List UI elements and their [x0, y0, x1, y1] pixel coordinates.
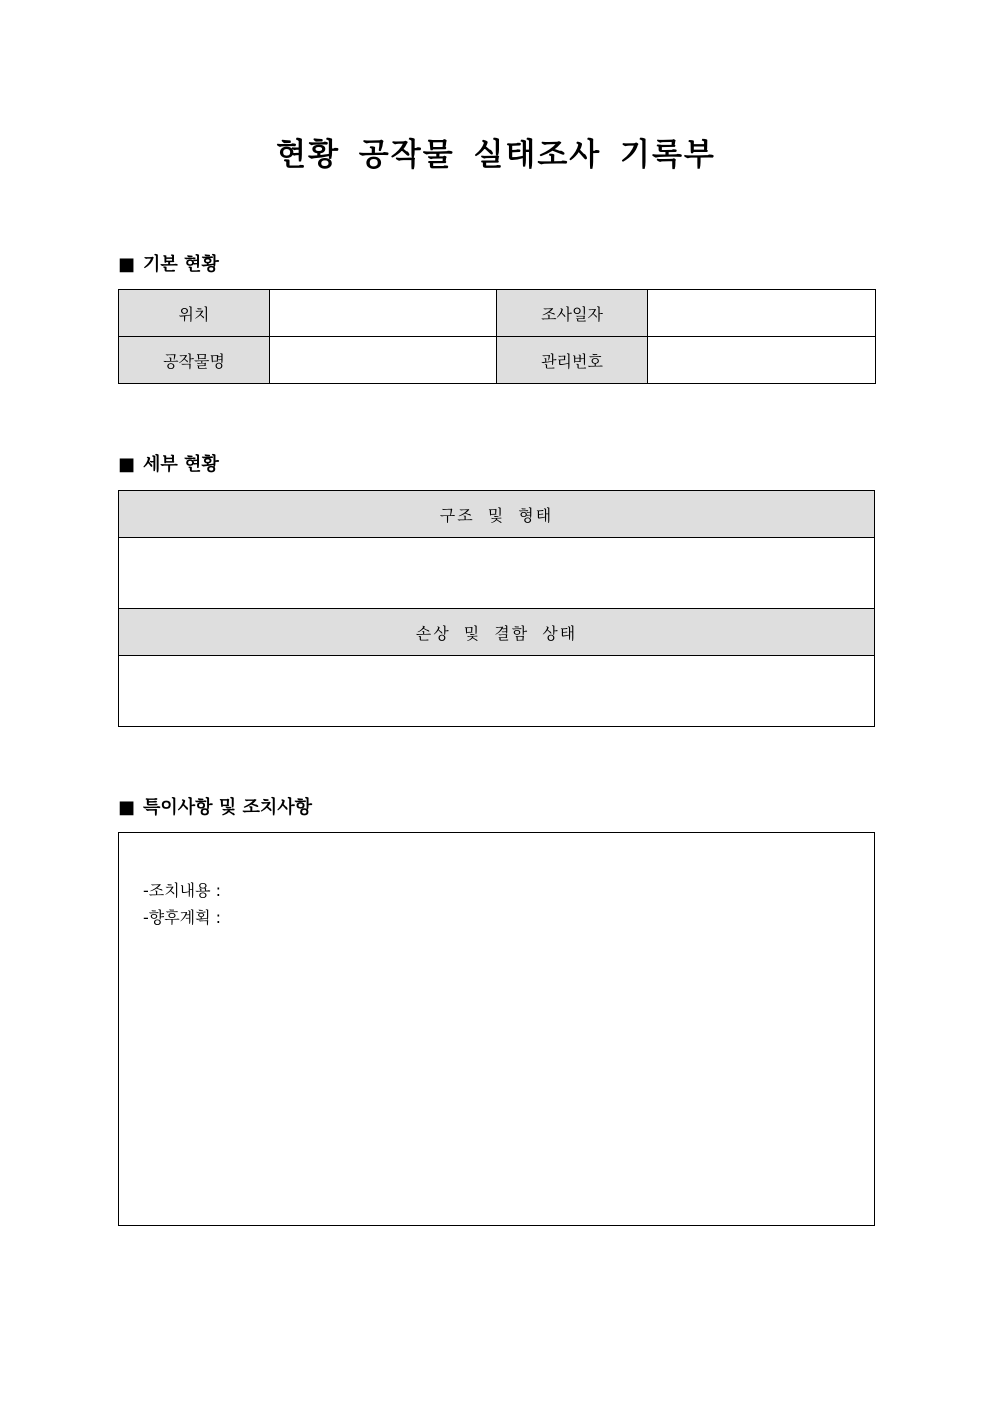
table-row [119, 290, 876, 337]
survey-date-field[interactable] [648, 290, 876, 337]
table-row [119, 491, 875, 538]
section-heading-notes [118, 796, 312, 820]
damage-condition-field[interactable] [119, 656, 875, 727]
section-heading-basic [118, 253, 219, 277]
section-heading-text: 기본 현황 [143, 254, 219, 275]
management-number-field[interactable] [648, 337, 876, 384]
location-field[interactable] [270, 290, 497, 337]
structure-form-header: 구조 및 형태 [119, 491, 875, 538]
future-plan-line: -향후계획 : [143, 908, 222, 927]
square-bullet-icon: ■ [118, 797, 136, 818]
location-label: 위치 [119, 290, 270, 337]
table-row [119, 337, 876, 384]
structure-name-field[interactable] [270, 337, 497, 384]
square-bullet-icon: ■ [118, 254, 136, 275]
section-heading-text: 세부 현황 [143, 454, 219, 475]
section-heading-text: 특이사항 및 조치사항 [143, 797, 313, 818]
table-row [119, 538, 875, 609]
structure-form-field[interactable] [119, 538, 875, 609]
detail-info-table [118, 490, 875, 727]
table-row [119, 656, 875, 727]
survey-date-label: 조사일자 [497, 290, 648, 337]
basic-info-table [118, 289, 876, 384]
section-heading-detail [118, 453, 219, 477]
structure-name-label: 공작물명 [119, 337, 270, 384]
action-content-line: -조치내용 : [143, 881, 222, 900]
page-title: 현황 공작물 실태조사 기록부 [276, 137, 716, 173]
notes-box[interactable] [118, 832, 875, 1226]
table-row [119, 609, 875, 656]
management-number-label: 관리번호 [497, 337, 648, 384]
square-bullet-icon: ■ [118, 454, 136, 475]
damage-condition-header: 손상 및 결함 상태 [119, 609, 875, 656]
